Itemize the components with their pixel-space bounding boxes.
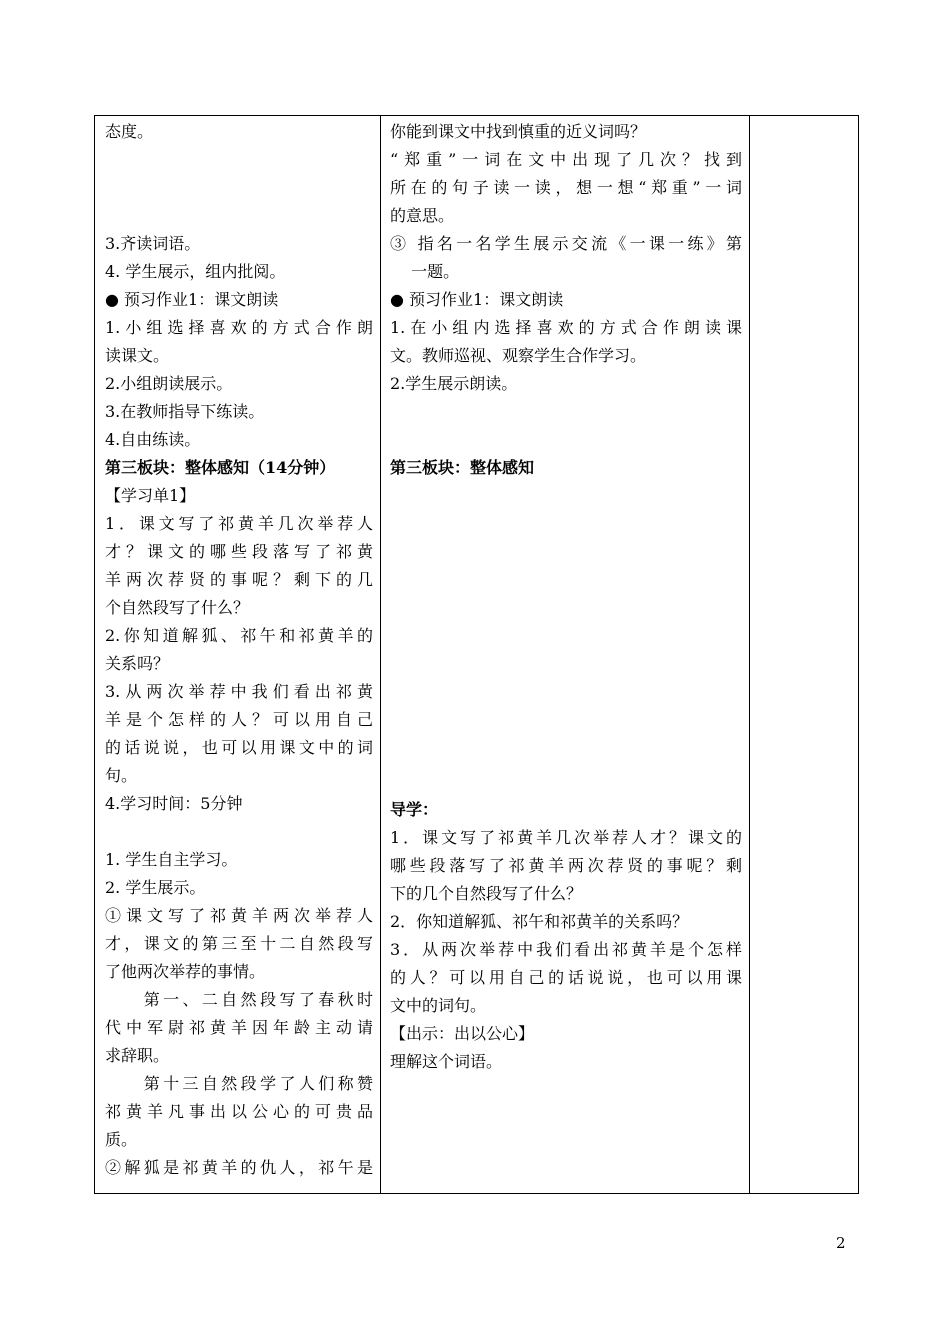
middle-column-text-line: “郑重”一词在文中出现了几次？找到 — [390, 150, 742, 169]
middle-column-text-line: ③ 指名一名学生展示交流《一课一练》第 — [390, 234, 742, 253]
left-column-text-line: 3.齐读词语。 — [105, 234, 201, 253]
left-column-text-line: 代中军尉祁黄羊因年龄主动请 — [105, 1018, 373, 1037]
middle-column-text-line: 2.学生展示朗读。 — [390, 374, 518, 393]
left-column-text-line: 关系吗？ — [105, 654, 170, 673]
left-column-text-line: 羊是个怎样的人？可以用自己 — [105, 710, 373, 729]
left-column-text-line: 2.小组朗读展示。 — [105, 374, 233, 393]
middle-column-text-line: 的意思。 — [390, 206, 455, 225]
middle-column-text-line: 所在的句子读一读，想一想“郑重”一词 — [390, 178, 742, 197]
left-column-text-line: 羊两次荐贤的事呢？剩下的几 — [105, 570, 373, 589]
left-column-text-line: 第三板块：整体感知（14分钟） — [105, 458, 336, 477]
left-column-text-line: 【学习单1】 — [105, 486, 196, 505]
left-column-text-line: 1．课文写了祁黄羊几次举荐人 — [105, 514, 373, 533]
lesson-plan-table — [94, 115, 859, 1194]
left-column-text-line: 2. 学生展示。 — [105, 878, 206, 897]
middle-column-text-line: 理解这个词语。 — [390, 1052, 503, 1071]
middle-column-text-line: 下的几个自然段写了什么？ — [390, 884, 583, 903]
left-column-text-line: 读课文。 — [105, 346, 170, 365]
left-column-text-line: 才？课文的哪些段落写了祁黄 — [105, 542, 373, 561]
left-column-text-line: 祁黄羊凡事出以公心的可贵品 — [105, 1102, 373, 1121]
middle-column-text-line: 1．课文写了祁黄羊几次举荐人才？课文的 — [390, 828, 742, 847]
left-column-text-line: 4.学习时间：5分钟 — [105, 794, 243, 813]
middle-column-text-line: 第三板块：整体感知 — [390, 458, 535, 477]
middle-column-text-line: 1.在小组内选择喜欢的方式合作朗读课 — [390, 318, 742, 337]
left-column-text-line: 的话说说，也可以用课文中的词 — [105, 738, 373, 757]
notes-column — [750, 116, 858, 1193]
page-number: 2 — [836, 1234, 846, 1252]
middle-column-text-line: ● 预习作业1：课文朗读 — [390, 290, 564, 309]
left-column-text-line: 个自然段写了什么？ — [105, 598, 250, 617]
left-column-text-line: 第一、二自然段写了春秋时 — [105, 990, 373, 1009]
student-activity-column — [95, 116, 381, 1193]
left-column-text-line: 1.小组选择喜欢的方式合作朗 — [105, 318, 373, 337]
left-column-text-line: 1. 学生自主学习。 — [105, 850, 238, 869]
left-column-text-line: ①课文写了祁黄羊两次举荐人 — [105, 906, 373, 925]
middle-column-text-line: 【出示：出以公心】 — [390, 1024, 535, 1043]
middle-column-text-line: 3．从两次举荐中我们看出祁黄羊是个怎样 — [390, 940, 742, 959]
left-column-text-line: ②解狐是祁黄羊的仇人，祁午是 — [105, 1158, 373, 1177]
left-column-text-line: 3.从两次举荐中我们看出祁黄 — [105, 682, 373, 701]
left-column-text-line: 第十三自然段学了人们称赞 — [105, 1074, 373, 1093]
middle-column-text-line: 哪些段落写了祁黄羊两次荐贤的事呢？剩 — [390, 856, 742, 875]
left-column-text-line: 3.在教师指导下练读。 — [105, 402, 265, 421]
left-column-text-line: 句。 — [105, 766, 138, 785]
middle-column-text-line: 文。教师巡视、观察学生合作学习。 — [390, 346, 647, 365]
left-column-text-line: 态度。 — [105, 122, 154, 141]
middle-column-text-line: 文中的词句。 — [390, 996, 487, 1015]
left-column-text-line: ● 预习作业1：课文朗读 — [105, 290, 279, 309]
left-column-text-line: 2.你知道解狐、祁午和祁黄羊的 — [105, 626, 373, 645]
left-column-text-line: 质。 — [105, 1130, 138, 1149]
middle-column-text-line: 的人？可以用自己的话说说，也可以用课 — [390, 968, 742, 987]
teacher-guidance-column — [381, 116, 750, 1193]
middle-column-text-line: 你能到课文中找到慎重的近义词吗？ — [390, 122, 647, 141]
middle-column-text-line: 导学： — [390, 800, 439, 819]
left-column-text-line: 才，课文的第三至十二自然段写 — [105, 934, 373, 953]
left-column-text-line: 4. 学生展示，组内批阅。 — [105, 262, 286, 281]
middle-column-text-line: 一题。 — [390, 262, 460, 281]
middle-column-text-line: 2．你知道解狐、祁午和祁黄羊的关系吗？ — [390, 912, 689, 931]
left-column-text-line: 4.自由练读。 — [105, 430, 201, 449]
left-column-text-line: 求辞职。 — [105, 1046, 170, 1065]
left-column-text-line: 了他两次举荐的事情。 — [105, 962, 266, 981]
